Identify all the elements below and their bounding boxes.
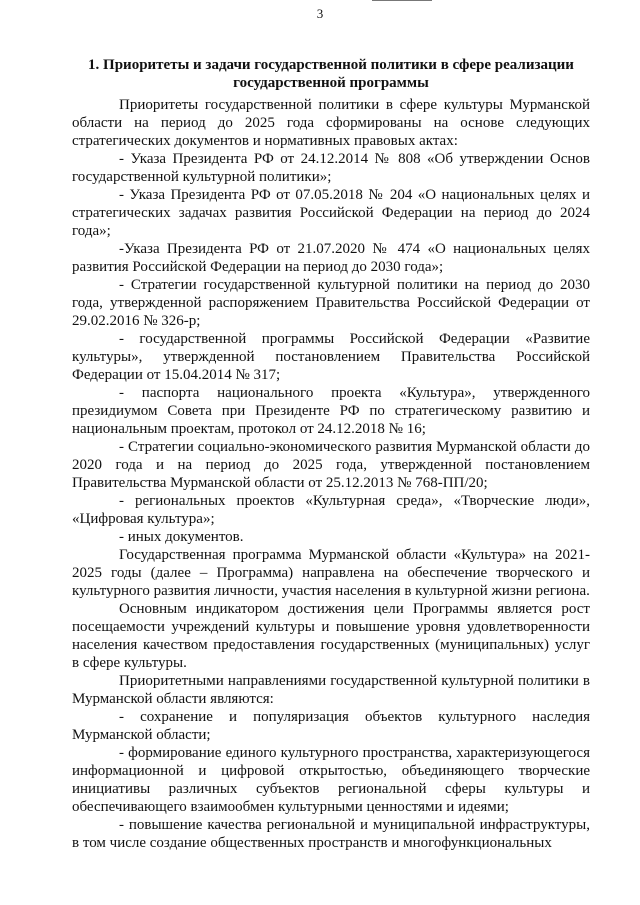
paragraph: - повышение качества региональной и муниципальной инфраструктуры, в том числе создание общественных пространств и многофункциональных xyxy=(72,817,590,851)
paragraph: - региональных проектов «Культурная среда», «Творческие люди», «Цифровая культура»; xyxy=(72,493,590,527)
paragraph: - сохранение и популяризация объектов культурного наследия Мурманской области; xyxy=(72,709,590,743)
paragraph: - Стратегии государственной культурной политики на период до 2030 года, утвержденной распоряжением Правительства Российской Федерации от 29.02.2016 № 326-р; xyxy=(72,277,590,329)
paragraph: - государственной программы Российской Федерации «Развитие культуры», утвержденной постановлением Правительства Российской Федерации от 15.04.2014 № 317; xyxy=(72,331,590,383)
paragraph: - паспорта национального проекта «Культура», утвержденного президиумом Совета при Президенте РФ по стратегическому развитию и национальным проектам, протокол от 24.12.2018 № 16; xyxy=(72,385,590,437)
document-body xyxy=(72,56,590,852)
paragraph: - формирование единого культурного пространства, характеризующегося информационной и цифровой открытостью, объединяющего творческие инициативы различных субъектов региональной сферы культуры и обеспечивающего взаимообмен культурными ценностями и идеями; xyxy=(72,745,590,815)
paragraph: Государственная программа Мурманской области «Культура» на 2021-2025 годы (далее – Программа) направлена на обеспечение творческого и культурного развития личности, участия населения в культурной жизни региона. xyxy=(72,547,590,599)
page-number: 3 xyxy=(316,6,324,21)
top-rule xyxy=(372,0,432,1)
paragraph: -Указа Президента РФ от 21.07.2020 № 474 «О национальных целях развития Российской Федерации на период до 2030 года»; xyxy=(72,241,590,275)
paragraph: Приоритетными направлениями государственной культурной политики в Мурманской области являются: xyxy=(72,673,590,707)
paragraph: - иных документов. xyxy=(119,529,244,545)
paragraph: - Указа Президента РФ от 24.12.2014 № 808 «Об утверждении Основ государственной культурной политики»; xyxy=(72,151,590,185)
paragraph: - Стратегии социально-экономического развития Мурманской области до 2020 года и на период до 2025 года, утвержденной постановлением Правительства Мурманской области от 25.12.2013 № 768-ПП/20; xyxy=(72,439,590,491)
section-title: 1. Приоритеты и задачи государственной политики в сфере реализации государственной программы xyxy=(88,57,574,91)
paragraph: - Указа Президента РФ от 07.05.2018 № 204 «О национальных целях и стратегических задачах развития Российской Федерации на период до 2024 года»; xyxy=(72,187,590,239)
paragraph: Приоритеты государственной политики в сфере культуры Мурманской области на период до 2025 года сформированы на основе следующих стратегических документов и нормативных правовых актах: xyxy=(72,97,590,149)
paragraph: Основным индикатором достижения цели Программы является рост посещаемости учреждений культуры и повышение уровня удовлетворенности населения качеством предоставления государственных (муниципальных) услуг в сфере культуры. xyxy=(72,601,590,671)
